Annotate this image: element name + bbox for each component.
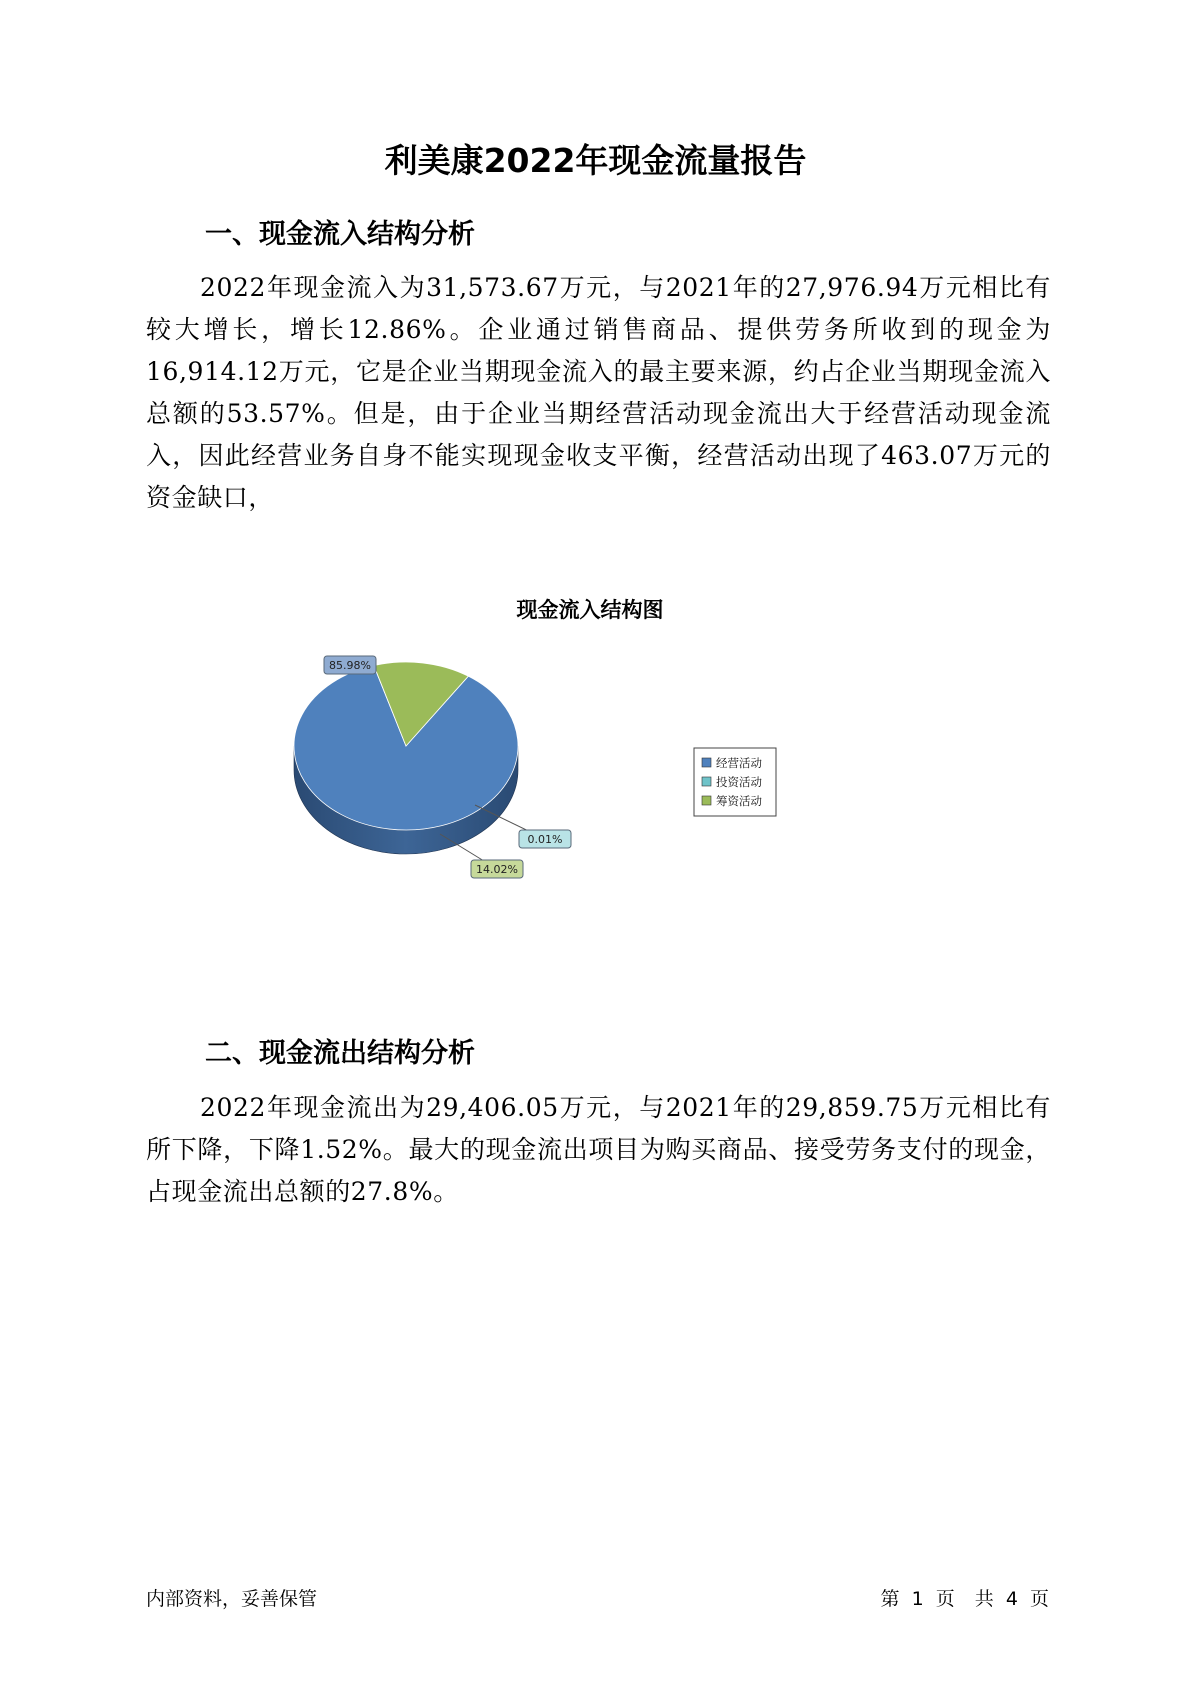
legend-swatch [702,796,711,805]
paragraph-text: 2022年现金流入为31,573.67万元，与2021年的27,976.94万元相比有较大增长，增长12.86%。企业通过销售商品、提供劳务所收到的现金为16,914.12万元，它是企业当期现金流入的最主要来源，约占企业当期现金流入总额的53.57%。但是，由于企业当期经营活动现金流出大于经营活动现金流入，因此经营业务自身不能实现现金收支平衡，经营活动出现了463.07万元的资金缺口， [146,273,1051,512]
section-paragraph-outflow [146,1087,1051,1213]
page-word: 页 [935,1588,955,1610]
page-title: 利美康2022年现金流量报告 [384,141,807,180]
total-prefix: 共 [974,1588,994,1610]
legend-entry: 经营活动 [716,756,762,770]
page-prefix: 第 [880,1588,900,1610]
data-label: 85.98% [329,659,371,672]
data-label: 0.01% [527,833,563,846]
pie-chart-svg [290,624,890,954]
total-word: 页 [1029,1588,1049,1610]
data-label: 14.02% [476,863,518,876]
legend-swatch [702,777,711,786]
section-heading-outflow: 二、现金流出结构分析 [205,1038,475,1069]
page-number: 1 [911,1588,924,1610]
paragraph-text: 2022年现金流出为29,406.05万元，与2021年的29,859.75万元相比有所下降，下降1.52%。最大的现金流出项目为购买商品、接受劳务支付的现金，占现金流出总额的27.8%。 [146,1093,1051,1206]
total-pages: 4 [1005,1588,1018,1610]
section-heading-inflow: 一、现金流入结构分析 [205,219,475,250]
legend-entry: 投资活动 [716,775,762,789]
inflow-pie-chart [290,594,890,924]
section-paragraph-inflow [146,267,1051,519]
chart-title: 现金流入结构图 [516,598,664,622]
footer-confidential-note: 内部资料，妥善保管 [146,1588,318,1610]
footer-page-indicator [881,1584,1049,1611]
legend-entry: 筹资活动 [716,794,762,808]
legend-swatch [702,758,711,767]
